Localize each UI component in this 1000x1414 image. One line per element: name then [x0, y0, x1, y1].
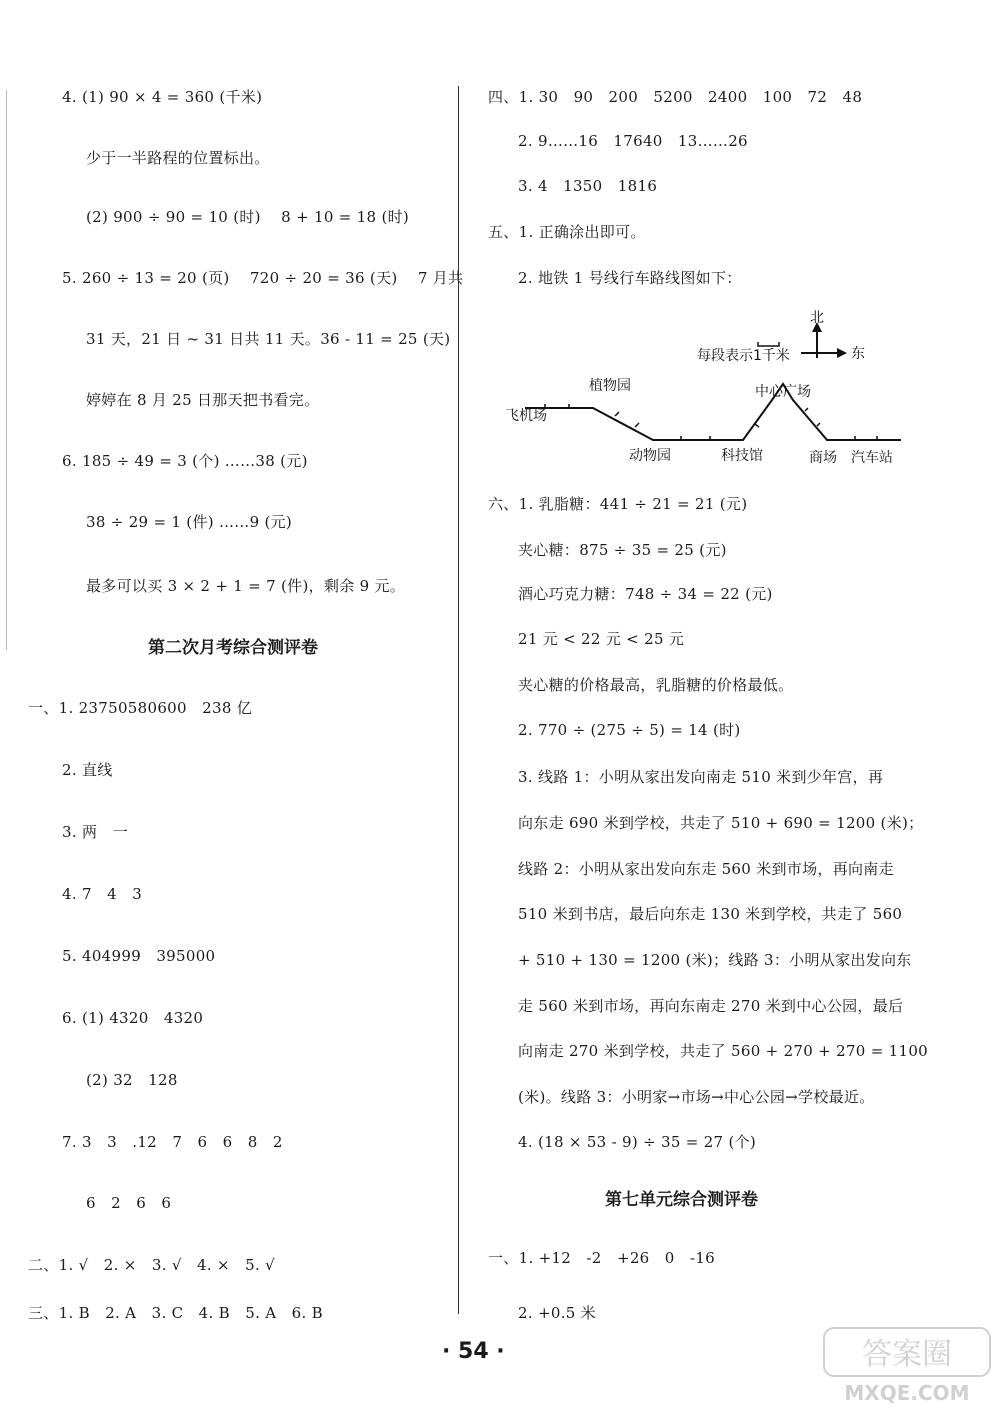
answer-line: 夹心糖的价格最高，乳脂糖的价格最低。 — [518, 676, 794, 694]
answer-line: 6. (1) 4320 4320 — [62, 1009, 204, 1027]
answer-line: 5. 260 ÷ 13 = 20 (页) 720 ÷ 20 = 36 (天) 7 月共 — [62, 269, 464, 287]
answer-line: 5. 404999 395000 — [62, 947, 216, 965]
answer-line: 五、1. 正确涂出即可。 — [488, 223, 646, 241]
answer-line: 四、1. 30 90 200 5200 2400 100 72 48 — [488, 88, 863, 106]
answer-line: 走 560 米到市场，再向东南走 270 米到中心公园，最后 — [518, 997, 904, 1015]
scale-bar — [758, 342, 779, 346]
answer-line: 2. 直线 — [62, 761, 113, 779]
answer-line: 3. 线路 1：小明从家出发向南走 510 米到少年宫，再 — [518, 768, 884, 786]
answer-line: 婷婷在 8 月 25 日那天把书看完。 — [86, 391, 320, 409]
station-bus-station: 汽车站 — [851, 450, 893, 466]
watermark-logo — [822, 1326, 992, 1406]
answer-line: 夹心糖：875 ÷ 35 = 25 (元) — [518, 541, 727, 559]
binding-edge — [6, 90, 7, 650]
answer-line: 2. 9……16 17640 13……26 — [518, 132, 748, 150]
answer-line: 2. +0.5 米 — [518, 1304, 596, 1322]
answer-line: 2. 770 ÷ (275 ÷ 5) = 14 (时) — [518, 721, 741, 739]
station-science-museum: 科技馆 — [721, 448, 763, 464]
answer-line: 7. 3 3 .12 7 6 6 8 2 — [62, 1133, 283, 1151]
answer-line: 21 元 < 22 元 < 25 元 — [518, 630, 685, 648]
station-mall: 商场 — [809, 450, 837, 466]
answer-line: + 510 + 130 = 1200 (米)；线路 3：小明从家出发向东 — [518, 951, 912, 969]
answer-line: 最多可以买 3 × 2 + 1 = 7 (件)，剩余 9 元。 — [86, 577, 406, 595]
scale-label: 每段表示1千米 — [697, 348, 790, 364]
answer-line: (米)。线路 3：小明家→市场→中心公园→学校最近。 — [518, 1088, 875, 1106]
answer-line: 4. (1) 90 × 4 = 360 (千米) — [62, 88, 263, 106]
answer-line: (2) 900 ÷ 90 = 10 (时) 8 + 10 = 18 (时) — [86, 208, 410, 226]
station-airport: 飞机场 — [505, 408, 547, 424]
answer-line: 六、1. 乳脂糖：441 ÷ 21 = 21 (元) — [488, 495, 748, 513]
answer-line: 6 2 6 6 — [86, 1194, 172, 1212]
answer-line: (2) 32 128 — [86, 1071, 178, 1089]
section-title-unit-seven-test: 第七单元综合测评卷 — [605, 1190, 758, 1210]
page-number: · 54 · — [442, 1339, 505, 1364]
section-title-second-monthly-test: 第二次月考综合测评卷 — [148, 638, 318, 658]
watermark-text-top: 答案圈 — [862, 1337, 952, 1372]
answer-line: 向南走 270 米到学校，共走了 560 + 270 + 270 = 1100 — [518, 1042, 929, 1060]
answer-line: 一、1. 23750580600 238 亿 — [28, 699, 253, 717]
watermark-text-bottom: MXQE.COM — [844, 1381, 970, 1405]
answer-line: 酒心巧克力糖：748 ÷ 34 = 22 (元) — [518, 585, 773, 603]
answer-line: 二、1. √ 2. × 3. √ 4. × 5. √ — [28, 1256, 276, 1274]
answer-line: 一、1. +12 -2 +26 0 -16 — [488, 1249, 716, 1267]
metro-line-map — [505, 308, 905, 478]
station-botanical-garden: 植物园 — [589, 378, 631, 394]
answer-line: 少于一半路程的位置标出。 — [86, 149, 270, 167]
answer-line: 三、1. B 2. A 3. C 4. B 5. A 6. B — [28, 1304, 323, 1322]
answer-line: 线路 2：小明从家出发向东走 560 米到市场，再向南走 — [518, 860, 894, 878]
north-label: 北 — [810, 310, 824, 326]
answer-line: 31 天，21 日 ~ 31 日共 11 天。36 - 11 = 25 (天) — [86, 330, 451, 348]
answer-line: 4. (18 × 53 - 9) ÷ 35 = 27 (个) — [518, 1133, 757, 1151]
answer-line: 3. 两 一 — [62, 823, 128, 841]
answer-line: 2. 地铁 1 号线行车路线图如下： — [518, 269, 742, 287]
east-label: 东 — [851, 346, 865, 362]
answer-line: 510 米到书店，最后向东走 130 米到学校，共走了 560 — [518, 905, 903, 923]
answer-line: 向东走 690 米到学校，共走了 510 + 690 = 1200 (米)； — [518, 814, 924, 832]
answer-line: 38 ÷ 29 = 1 (件) ……9 (元) — [86, 513, 293, 531]
station-zoo: 动物园 — [629, 448, 671, 464]
metro-route-line — [525, 384, 901, 440]
answer-line: 3. 4 1350 1816 — [518, 177, 658, 195]
east-arrow-icon — [837, 348, 847, 358]
station-central-square: 中心广场 — [755, 384, 811, 400]
answer-line: 4. 7 4 3 — [62, 885, 143, 903]
answer-line: 6. 185 ÷ 49 = 3 (个) ……38 (元) — [62, 452, 308, 470]
